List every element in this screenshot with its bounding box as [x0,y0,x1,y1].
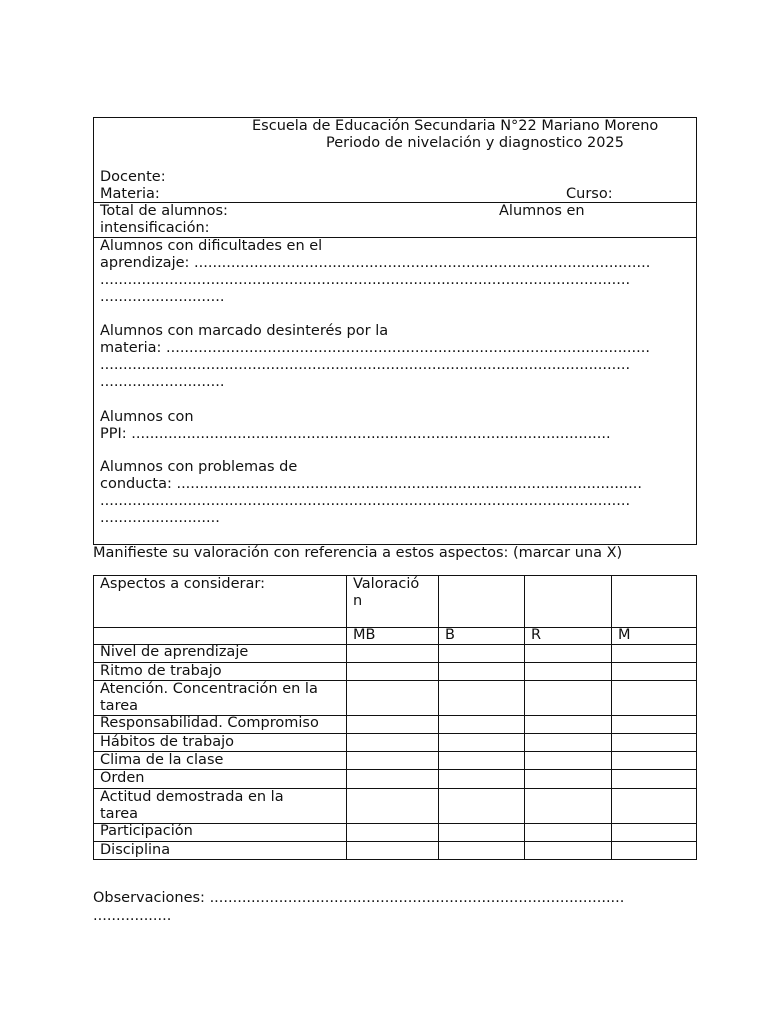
header-valoracion: Valoració [353,576,420,592]
section-dificultades-line [100,255,690,272]
table-row-label: Atención. Concentración en la [100,681,318,697]
dotted-line: .......................... [100,510,220,526]
table-row-label: Hábitos de trabajo [100,734,234,750]
table-row-label: Orden [100,770,145,786]
dotted-line: ................................................................................................... [194,255,651,271]
row-divider [93,627,697,628]
grade-b: B [445,627,455,643]
section-ppi-title: Alumnos con [100,409,194,425]
header-aspects: Aspectos a considerar: [100,576,265,592]
dotted-line: ......................................................................................................... [166,340,650,356]
dotted-line: .......................................................................................... [209,890,625,906]
observaciones-label: Observaciones: [93,890,205,906]
column-divider [438,575,439,860]
row-divider [93,769,697,770]
alumnos-en-label: Alumnos en [499,203,585,219]
materia-label: Materia: [100,186,160,202]
section-desinteres-line [100,340,690,357]
dotted-line: ................. [93,908,172,924]
dotted-line: ........................................................................................................ [131,426,611,442]
header-valoracion-wrap: n [353,593,363,609]
table-row-label: Actitud demostrada en la [100,789,284,805]
dotted-line: ................................................................................................................... [100,272,631,288]
section-desinteres-title: Alumnos con marcado desinterés por la [100,323,389,339]
section-prefix: materia: [100,340,162,356]
table-row-label: Nivel de aprendizaje [100,644,249,660]
section-prefix: aprendizaje: [100,255,190,271]
dotted-line: ........................... [100,289,225,305]
grade-mb: MB [353,627,376,643]
table-row-label: Ritmo de trabajo [100,663,222,679]
period-title: Periodo de nivelación y diagnostico 2025 [326,135,624,151]
section-prefix: conducta: [100,476,172,492]
row-divider [93,841,697,842]
school-name: Escuela de Educación Secundaria N°22 Mariano Moreno [252,118,659,134]
column-divider [346,575,347,860]
grade-m: M [618,627,631,643]
table-row-label: Clima de la clase [100,752,224,768]
table-row-label: Disciplina [100,842,171,858]
column-divider [611,575,612,860]
section-ppi-line [100,426,660,443]
dotted-line: ..................................................................................................... [176,476,642,492]
table-row-label: Participación [100,823,193,839]
table-row-label: Responsabilidad. Compromiso [100,715,319,731]
table-row-label-wrap: tarea [100,806,139,822]
section-conducta-title: Alumnos con problemas de [100,459,298,475]
docente-label: Docente: [100,169,166,185]
dotted-line: ................................................................................................................... [100,357,631,373]
grade-r: R [531,627,542,643]
dotted-line: ................................................................................................................... [100,493,631,509]
section-dificultades-title: Alumnos con dificultades en el [100,238,323,254]
intensificacion-label: intensificación: [100,220,210,236]
dotted-line: ........................... [100,374,225,390]
curso-label: Curso: [566,186,613,202]
column-divider [524,575,525,860]
observaciones-line [93,890,683,907]
section-prefix: PPI: [100,426,127,442]
instruction-text: Manifieste su valoración con referencia a estos aspectos: (marcar una X) [93,545,623,561]
section-conducta-line [100,476,690,493]
total-alumnos-label: Total de alumnos: [100,203,228,219]
table-row-label-wrap: tarea [100,698,139,714]
